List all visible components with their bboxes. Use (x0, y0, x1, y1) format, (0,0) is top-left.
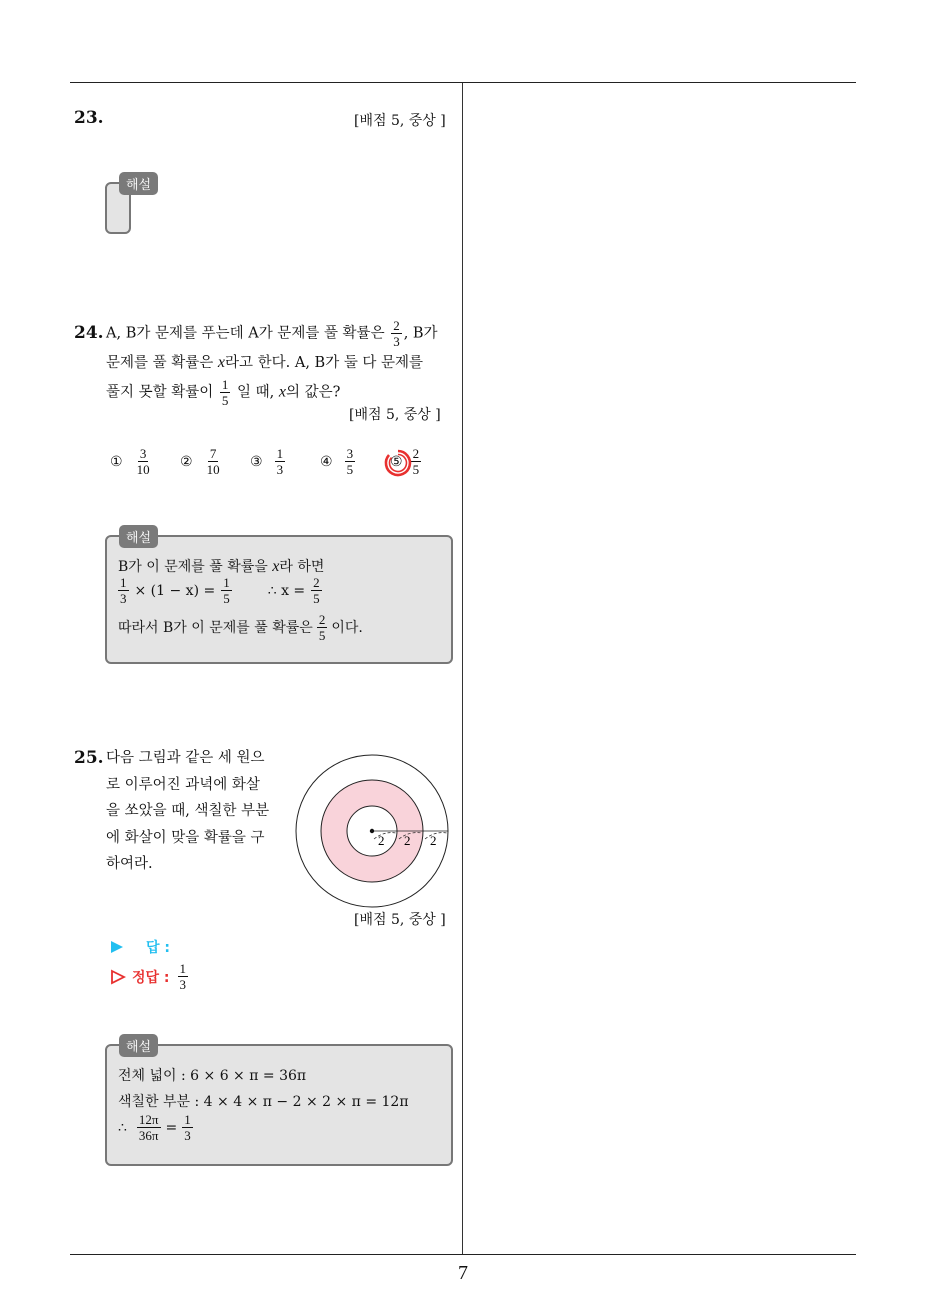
figure-label-1: 2 (378, 833, 385, 848)
fraction: $\frac{1}{5}$ (223, 575, 230, 606)
choice-2-fraction: $\frac{7}{10}$ (206, 446, 220, 477)
correct-answer-row (110, 961, 190, 992)
choice-5-fraction: $\frac{2}{5}$ (412, 446, 420, 477)
play-arrow-icon (110, 940, 124, 954)
fraction: $\frac{1}{3}$ (120, 575, 127, 606)
answer-circle-mark (381, 446, 415, 480)
question-24-line-2: 문제를 풀 확률은 x라고 한다. A, B가 둘 다 문제를 (106, 354, 424, 371)
target-figure (292, 753, 452, 913)
choice-4[interactable]: ④ $\frac{3}{5}$ (320, 446, 354, 477)
question-25-solution-line-3: ∴ $\frac{12\pi}{36\pi}$ = $\frac{1}{3}$ (118, 1112, 191, 1143)
choice-1[interactable]: ① $\frac{3}{10}$ (110, 446, 150, 477)
question-25-meta: [배점 5, 중상 ] (354, 912, 446, 928)
question-24-line-3: 풀지 못할 확률이 $\frac{1}{5}$ 일 때, x의 값은? (106, 377, 341, 408)
top-rule (70, 82, 856, 83)
page-number: 7 (458, 1262, 468, 1284)
correct-answer-fraction: $\frac{1}{3}$ (179, 961, 187, 992)
question-24-solution-line-1: B가 이 문제를 풀 확률을 x라 하면 (118, 558, 325, 575)
bottom-rule (70, 1254, 856, 1255)
question-25-solution-tag: 해설 (119, 1034, 158, 1057)
fraction: $\frac{1}{5}$ (221, 377, 229, 408)
fraction: $\frac{2}{3}$ (393, 318, 400, 349)
choice-3[interactable]: ③ $\frac{1}{3}$ (250, 446, 284, 477)
choice-3-fraction: $\frac{1}{3}$ (276, 446, 284, 477)
outline-play-arrow-icon (110, 969, 126, 985)
answer-label: 답 : (146, 940, 170, 956)
choice-4-fraction: $\frac{3}{5}$ (346, 446, 354, 477)
question-24-meta: [배점 5, 중상 ] (349, 407, 441, 423)
question-25-number: 25. (74, 748, 104, 768)
question-24-solution-line-3: 따라서 B가 이 문제를 풀 확률은 $\frac{2}{5}$ 이다. (118, 612, 363, 643)
question-24-solution-tag: 해설 (119, 525, 158, 548)
choice-2[interactable]: ② $\frac{7}{10}$ (180, 446, 220, 477)
question-25-solution-line-2: 색칠한 부분 : 4 × 4 × π − 2 × 2 × π = 12π (118, 1094, 409, 1110)
figure-label-3: 2 (430, 833, 437, 848)
question-23-meta: [배점 5, 중상 ] (354, 113, 446, 129)
center-dot (370, 829, 374, 833)
column-divider (462, 83, 463, 1255)
choice-5[interactable]: ⑤ $\frac{2}{5}$ (390, 446, 420, 477)
question-24-text (106, 318, 456, 408)
fraction: $\frac{12\pi}{36\pi}$ (138, 1112, 159, 1143)
question-25-text: 다음 그림과 같은 세 원으 로 이루어진 과녁에 화살 을 쏘았을 때, 색칠한 부분 에 화살이 맞을 확률을 구 하여라. (106, 750, 270, 872)
fraction: $\frac{2}{5}$ (313, 575, 320, 606)
question-25-solution-line-1: 전체 넓이 : 6 × 6 × π = 36π (118, 1068, 307, 1084)
fraction: $\frac{2}{5}$ (318, 612, 326, 643)
question-23-number: 23. (74, 108, 104, 128)
question-24-line-1: A, B가 문제를 푸는데 A가 문제를 풀 확률은 $\frac{2}{3}$ , B가 (106, 318, 438, 349)
figure-label-2: 2 (404, 833, 411, 848)
choice-1-fraction: $\frac{3}{10}$ (136, 446, 150, 477)
question-23-solution-tag: 해설 (119, 172, 158, 195)
question-24-solution-equation: $\frac{1}{3}$ × (1 − x) = $\frac{1}{5}$ ∴ x = $\frac{2}{5}$ (120, 575, 320, 606)
correct-answer-label: 정답 : (132, 969, 170, 986)
answer-row (110, 937, 170, 957)
fraction: $\frac{1}{3}$ (184, 1112, 191, 1143)
question-24-number: 24. (74, 323, 104, 343)
